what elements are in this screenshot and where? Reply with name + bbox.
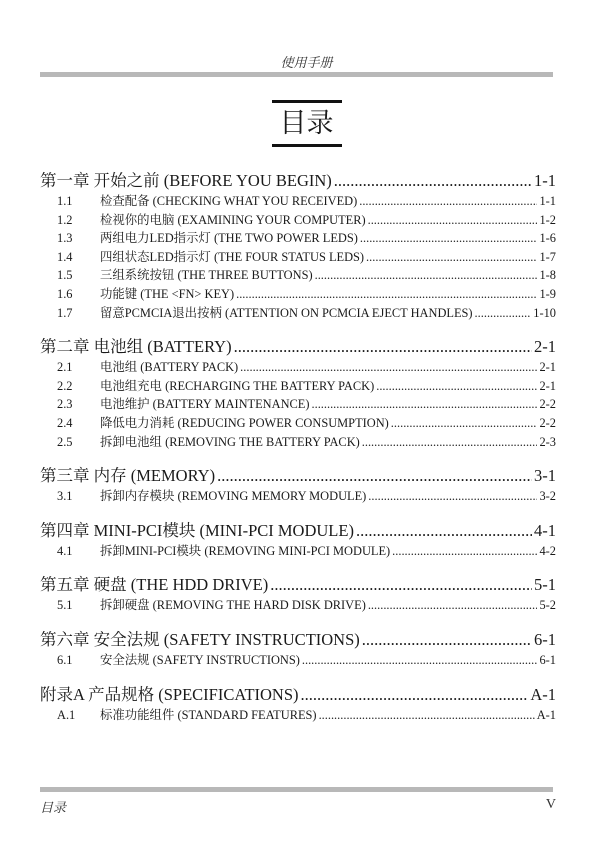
section-page: 1-6 <box>539 231 556 246</box>
section-title-cn: 两组电力LED指示灯 <box>100 231 211 246</box>
section-title-en: (REMOVING THE BATTERY PACK) <box>165 434 360 449</box>
toc-chapter-entry[interactable] <box>40 170 556 192</box>
section-number: 6.1 <box>57 652 73 667</box>
section-number: 1.1 <box>57 194 73 208</box>
section-number: 2.3 <box>57 397 73 412</box>
dot-leader <box>359 192 537 211</box>
dot-leader <box>312 395 538 414</box>
footer-page-number: V <box>545 797 556 812</box>
toc-chapter-entry[interactable] <box>40 684 556 706</box>
section-title-cn: 留意PCMCIA退出按柄 <box>100 305 222 320</box>
chapter-page: 2-1 <box>534 337 556 357</box>
chapter-title: 附录A 产品规格 (SPECIFICATIONS) <box>40 684 299 704</box>
toc-section-entry[interactable] <box>40 542 556 561</box>
toc-chapter <box>40 336 556 451</box>
toc-section-entry[interactable] <box>40 266 556 285</box>
dot-leader <box>368 596 538 615</box>
toc-chapter-entry[interactable] <box>40 520 556 542</box>
toc-section-entry[interactable] <box>40 248 556 267</box>
section-title-cn: 拆卸内存模块 <box>100 489 175 504</box>
section-page: 1-8 <box>539 268 556 283</box>
toc-chapter <box>40 684 556 725</box>
chapter-title: 第五章 硬盘 (THE HDD DRIVE) <box>40 575 269 595</box>
toc-section-entry[interactable] <box>40 414 556 433</box>
chapter-page: 5-1 <box>534 575 556 595</box>
section-page: 1-7 <box>539 249 556 264</box>
dot-leader <box>368 487 537 506</box>
toc-chapter <box>40 574 556 615</box>
chapter-title: 第三章 内存 (MEMORY) <box>40 466 216 486</box>
section-page: 2-2 <box>539 415 556 430</box>
header-rule <box>40 72 553 77</box>
toc-section-entry[interactable] <box>40 211 556 230</box>
section-number: 1.3 <box>57 231 73 246</box>
chapter-title: 第六章 安全法规 (SAFETY INSTRUCTIONS) <box>40 629 360 649</box>
section-number: 2.1 <box>57 360 73 375</box>
dot-leader <box>234 336 532 358</box>
section-number: 1.7 <box>57 305 73 320</box>
toc-section-entry[interactable] <box>40 229 556 248</box>
section-title-en: (THE <FN> KEY) <box>140 286 235 301</box>
section-number: 4.1 <box>57 543 73 558</box>
section-title-cn: 检查配备 <box>100 194 150 208</box>
toc-chapter <box>40 629 556 670</box>
section-title-cn: 三组系统按钮 <box>100 268 175 283</box>
toc-section-entry[interactable] <box>40 377 556 396</box>
section-page: 1-9 <box>539 286 556 301</box>
section-page: 5-2 <box>539 598 556 613</box>
section-page: 4-2 <box>539 543 556 558</box>
dot-leader <box>315 266 538 285</box>
section-title-en: (THE FOUR STATUS LEDS) <box>213 249 365 264</box>
section-title-cn: 降低电力消耗 <box>100 415 175 430</box>
dot-leader <box>319 706 535 725</box>
section-title-en: (CHECKING WHAT YOU RECEIVED) <box>152 194 358 208</box>
section-number: 1.2 <box>57 212 73 227</box>
section-title-en: (RECHARGING THE BATTERY PACK) <box>165 378 375 393</box>
section-title-cn: 四组状态LED指示灯 <box>100 249 211 264</box>
dot-leader <box>301 684 529 706</box>
dot-leader <box>362 433 538 452</box>
section-page: 1-1 <box>539 194 556 208</box>
section-title-en: (REMOVING MINI-PCI MODULE) <box>204 543 391 558</box>
section-number: 1.5 <box>57 268 73 283</box>
toc-section-entry[interactable] <box>40 358 556 377</box>
section-title-cn: 检视你的电脑 <box>100 212 175 227</box>
dot-leader <box>217 465 532 487</box>
toc-chapter <box>40 465 556 506</box>
toc-section-entry[interactable] <box>40 487 556 506</box>
toc-section-entry[interactable] <box>40 192 556 211</box>
section-title-en: (THE THREE BUTTONS) <box>177 268 313 283</box>
dot-leader <box>240 358 537 377</box>
section-number: 2.5 <box>57 434 73 449</box>
section-page: A-1 <box>536 707 556 722</box>
toc-chapter-entry[interactable] <box>40 574 556 596</box>
toc-title: 目录 <box>272 100 342 147</box>
toc-section-entry[interactable] <box>40 285 556 304</box>
footer-section-name: 目录 <box>40 800 67 815</box>
section-title-cn: 标准功能组件 <box>100 707 175 722</box>
section-title-cn: 电池组 <box>100 360 138 375</box>
section-page: 2-1 <box>539 378 556 393</box>
toc-title-block <box>0 100 613 147</box>
chapter-page: A-1 <box>530 684 556 704</box>
chapter-title: 第四章 MINI-PCI模块 (MINI-PCI MODULE) <box>40 520 354 540</box>
section-number: 2.2 <box>57 378 73 393</box>
toc-section-entry[interactable] <box>40 433 556 452</box>
toc-section-entry[interactable] <box>40 395 556 414</box>
toc-section-entry[interactable] <box>40 304 556 323</box>
section-page: 2-1 <box>539 360 556 375</box>
section-title-cn: 拆卸MINI-PCI模块 <box>100 543 202 558</box>
section-page: 6-1 <box>539 652 556 667</box>
section-number: 1.6 <box>57 286 73 301</box>
section-title-en: (REMOVING THE HARD DISK DRIVE) <box>152 598 366 613</box>
section-title-en: (SAFETY INSTRUCTIONS) <box>152 652 300 667</box>
toc-chapter-entry[interactable] <box>40 629 556 651</box>
section-number: 1.4 <box>57 249 73 264</box>
dot-leader <box>362 629 532 651</box>
section-page: 2-2 <box>539 397 556 412</box>
dot-leader <box>475 304 532 323</box>
chapter-title: 第二章 电池组 (BATTERY) <box>40 337 232 357</box>
section-title-en: (THE TWO POWER LEDS) <box>213 231 358 246</box>
section-title-en: (REDUCING POWER CONSUMPTION) <box>177 415 389 430</box>
dot-leader <box>334 170 532 192</box>
toc-section-entry[interactable] <box>40 596 556 615</box>
chapter-page: 1-1 <box>534 171 556 190</box>
section-title-en: (BATTERY PACK) <box>140 360 239 375</box>
toc-section-entry[interactable] <box>40 706 556 725</box>
dot-leader <box>368 211 538 230</box>
dot-leader <box>236 285 537 304</box>
table-of-contents <box>40 170 556 738</box>
toc-chapter <box>40 520 556 561</box>
chapter-page: 3-1 <box>534 466 556 486</box>
chapter-page: 6-1 <box>534 629 556 649</box>
section-number: 3.1 <box>57 489 73 504</box>
section-title-cn: 功能键 <box>100 286 138 301</box>
section-title-en: (EXAMINING YOUR COMPUTER) <box>177 212 366 227</box>
section-title-cn: 电池组充电 <box>100 378 162 393</box>
dot-leader <box>391 414 538 433</box>
section-page: 2-3 <box>539 434 556 449</box>
section-title-en: (ATTENTION ON PCMCIA EJECT HANDLES) <box>224 305 473 320</box>
section-page: 3-2 <box>539 489 556 504</box>
section-number: A.1 <box>57 707 76 722</box>
section-title-en: (BATTERY MAINTENANCE) <box>152 397 310 412</box>
section-number: 5.1 <box>57 598 73 613</box>
dot-leader <box>392 542 537 561</box>
dot-leader <box>270 574 532 596</box>
toc-chapter <box>40 170 556 322</box>
section-page: 1-2 <box>539 212 556 227</box>
dot-leader <box>302 651 538 670</box>
toc-section-entry[interactable] <box>40 651 556 670</box>
section-title-cn: 拆卸电池组 <box>100 434 162 449</box>
toc-chapter-entry[interactable] <box>40 336 556 358</box>
dot-leader <box>366 248 537 267</box>
section-title-cn: 安全法规 <box>100 652 150 667</box>
chapter-page: 4-1 <box>534 520 556 540</box>
dot-leader <box>360 229 538 248</box>
footer-rule <box>40 787 553 792</box>
section-number: 2.4 <box>57 415 73 430</box>
dot-leader <box>356 520 532 542</box>
toc-chapter-entry[interactable] <box>40 465 556 487</box>
chapter-title: 第一章 开始之前 (BEFORE YOU BEGIN) <box>40 171 332 190</box>
section-title-en: (REMOVING MEMORY MODULE) <box>177 489 367 504</box>
section-title-cn: 拆卸硬盘 <box>100 598 150 613</box>
section-page: 1-10 <box>533 305 556 320</box>
section-title-cn: 电池维护 <box>100 397 150 412</box>
dot-leader <box>376 377 537 396</box>
running-header: 使用手册 <box>280 55 333 70</box>
section-title-en: (STANDARD FEATURES) <box>177 707 317 722</box>
